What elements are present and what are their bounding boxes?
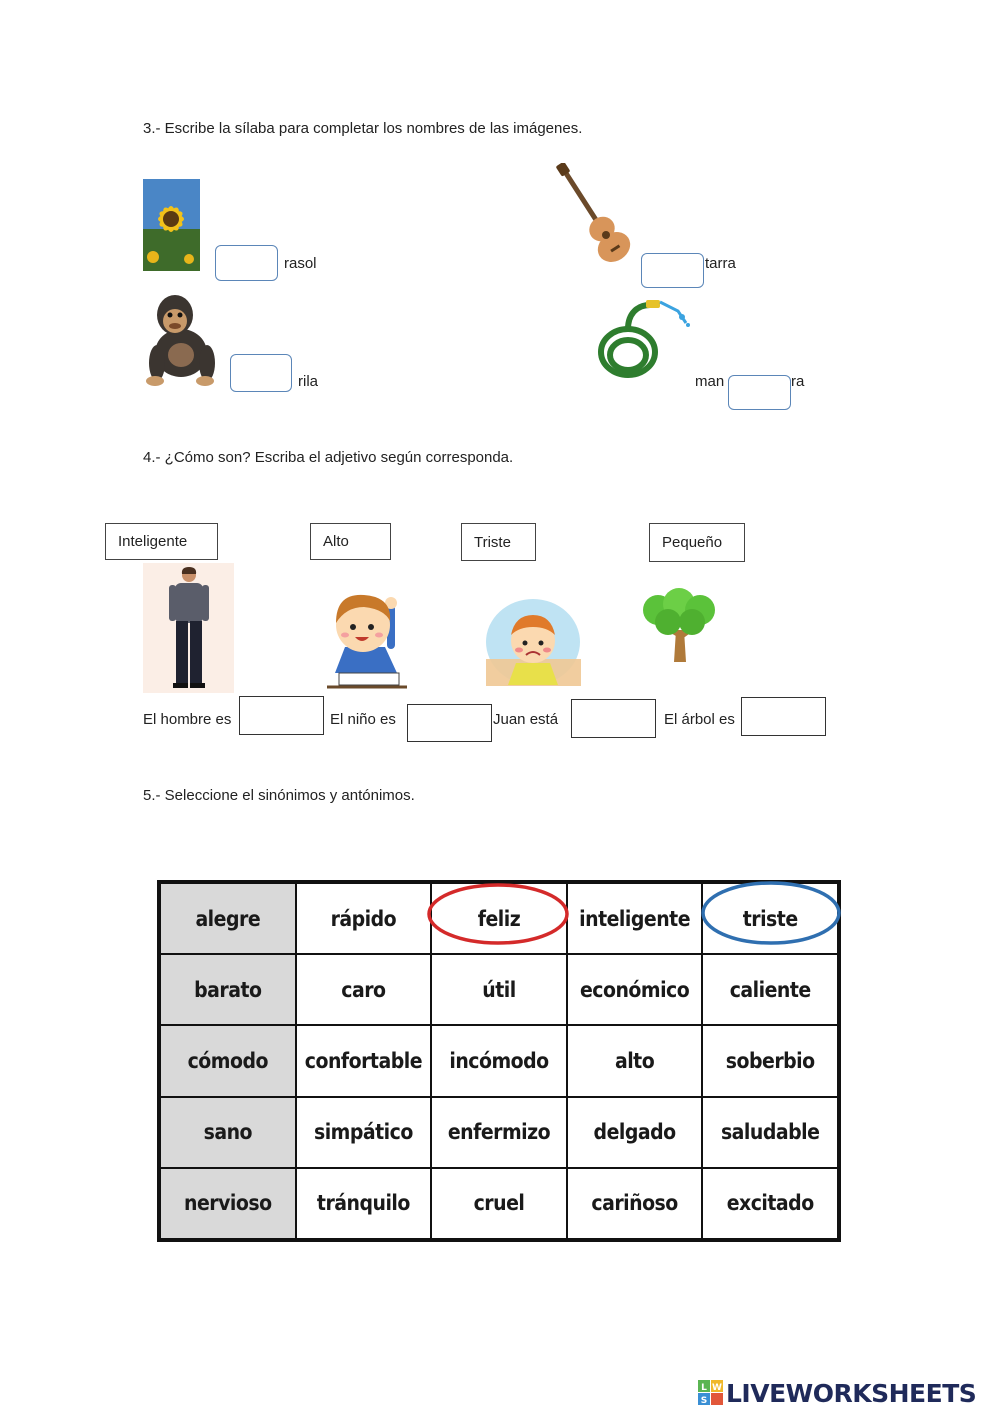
small-tree-image [638,588,721,664]
syllable-input-guitarra[interactable] [641,253,704,288]
question-5: 5.- Seleccione el sinónimos y antónimos. [143,787,415,804]
table-cell-head: sano [160,1097,296,1168]
sentence-boy: El niño es [330,711,396,728]
table-cell-head: cómodo [160,1025,296,1096]
adjective-pequeno[interactable]: Pequeño [649,523,745,562]
table-cell[interactable]: cruel [431,1168,567,1239]
table-cell[interactable]: enfermizo [431,1097,567,1168]
question-3: 3.- Escribe la sílaba para completar los nombres de las imágenes. [143,120,583,137]
table-cell[interactable]: caliente [702,954,838,1025]
table-cell[interactable]: cariñoso [567,1168,703,1239]
antonym-selection-circle [700,880,842,946]
adjective-triste[interactable]: Triste [461,523,536,561]
table-cell[interactable]: delgado [567,1097,703,1168]
word-tarra: tarra [705,255,736,272]
gorilla-image [143,293,219,388]
table-cell[interactable]: simpático [296,1097,432,1168]
table-cell[interactable]: excitado [702,1168,838,1239]
sentence-juan: Juan está [493,711,559,728]
sunflower-image [143,179,200,271]
liveworksheets-mark-icon [698,1380,724,1406]
adjective-drop-boy[interactable] [407,704,492,742]
adjective-drop-man[interactable] [239,696,324,735]
word-rila: rila [298,373,319,390]
adjective-inteligente[interactable]: Inteligente [105,523,218,560]
word-man: man [695,373,725,390]
sentence-man: El hombre es [143,711,232,728]
table-cell-head: barato [160,954,296,1025]
table-cell[interactable]: alto [567,1025,703,1096]
word-rasol: rasol [284,255,317,272]
table-cell-selected-antonym[interactable]: triste [702,883,838,954]
table-cell[interactable]: útil [431,954,567,1025]
boy-raising-hand-image [325,585,407,693]
guitar-image [556,163,636,263]
sad-boy-image [486,599,581,686]
table-cell[interactable]: económico [567,954,703,1025]
table-cell[interactable]: tránquilo [296,1168,432,1239]
adjective-alto[interactable]: Alto [310,523,391,560]
liveworksheets-wordmark: LIVEWORKSHEETS [726,1378,977,1408]
table-cell[interactable]: inteligente [567,883,703,954]
table-cell[interactable]: incómodo [431,1025,567,1096]
table-cell[interactable]: saludable [702,1097,838,1168]
synonym-selection-circle [426,882,571,946]
adjective-drop-tree[interactable] [741,697,826,736]
syllable-input-manguera[interactable] [728,375,791,410]
liveworksheets-logo [698,1378,976,1408]
syllable-input-girasol[interactable] [215,245,278,281]
hose-image [598,297,694,382]
adjective-drop-juan[interactable] [571,699,656,738]
table-cell[interactable]: confortable [296,1025,432,1096]
logo-letter-l: L [701,1383,707,1393]
logo-letter-s: S [700,1396,708,1406]
table-cell[interactable]: caro [296,954,432,1025]
table-cell[interactable]: rápido [296,883,432,954]
table-cell-head: nervioso [160,1168,296,1239]
question-4: 4.- ¿Cómo son? Escriba el adjetivo según corresponda. [143,449,514,466]
sentence-tree: El árbol es [664,711,735,728]
syllable-input-gorila[interactable] [230,354,292,392]
logo-letter-w: W [712,1383,722,1393]
table-cell-head: alegre [160,883,296,954]
word-ra: ra [791,373,805,390]
table-cell[interactable]: soberbio [702,1025,838,1096]
tall-man-image [143,563,234,693]
table-cell-selected-synonym[interactable]: feliz [431,883,567,954]
